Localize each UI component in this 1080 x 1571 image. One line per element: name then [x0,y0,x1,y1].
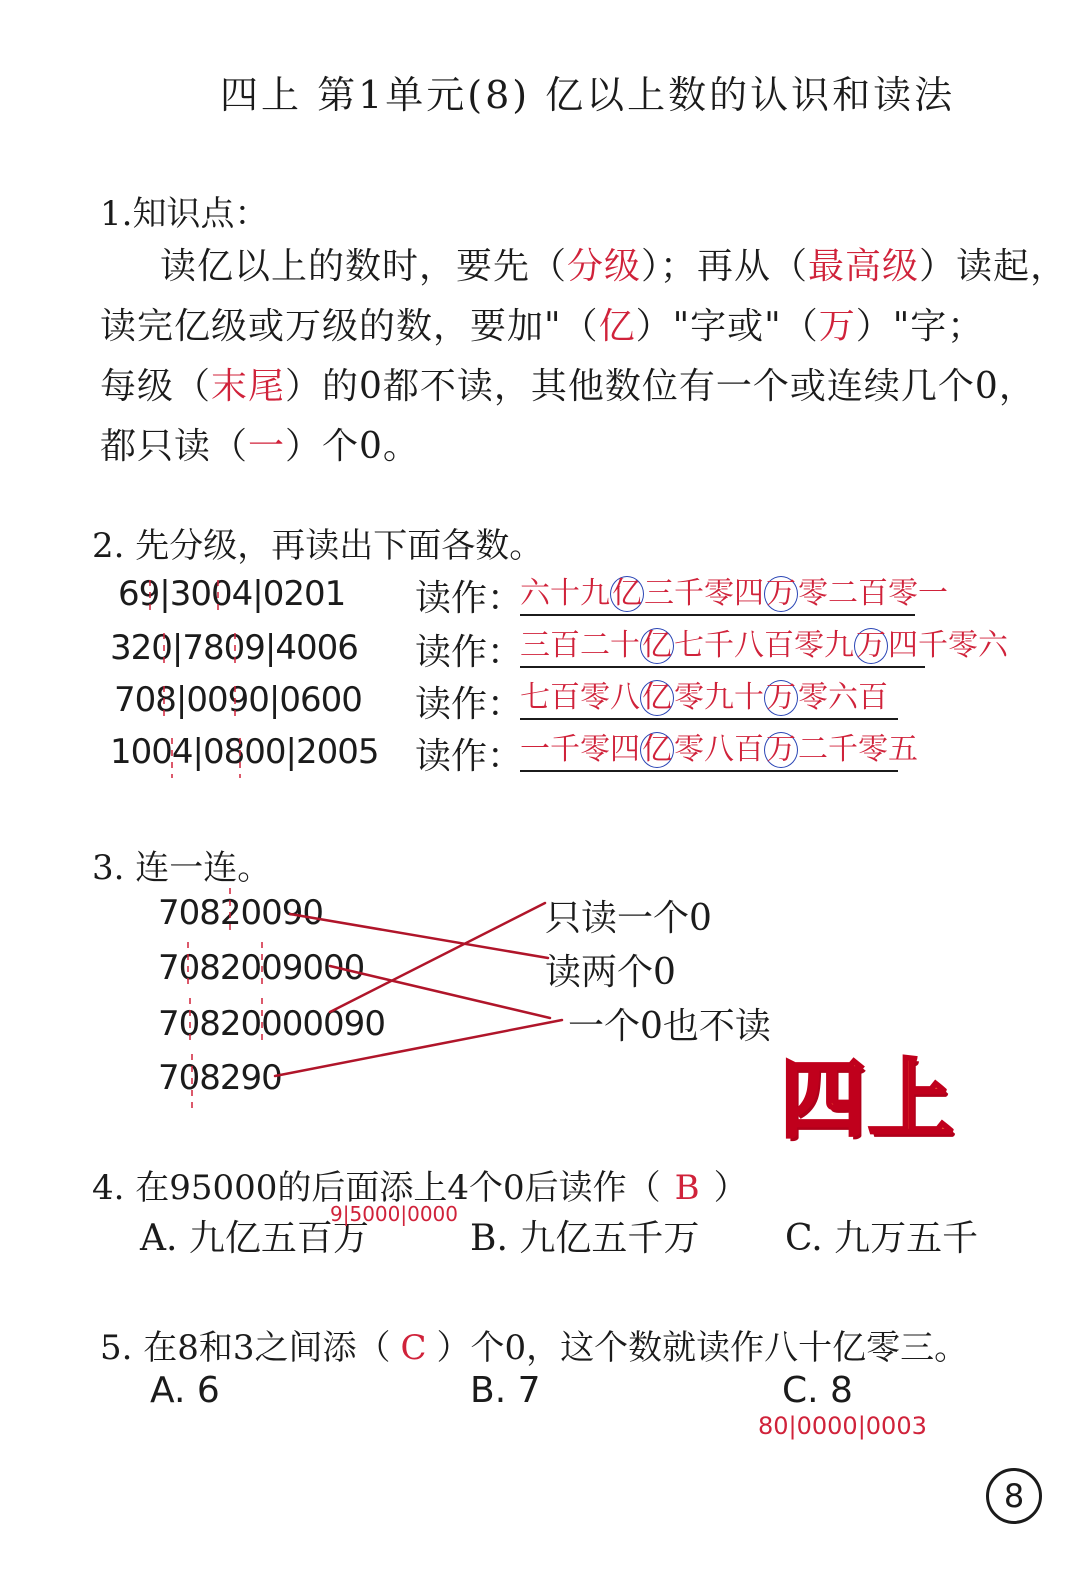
number-row-2: 320|7809|4006 [110,628,358,668]
line4-text-a: 都只读（ [100,426,249,467]
line1-text-e: ）读起， [919,246,1068,287]
match-line-2 [330,966,550,1018]
q5-option-b: B. 7 [470,1370,541,1411]
answer-part: 七千八百零九 [674,628,854,663]
answer-part: 六十九 [520,576,610,611]
q5-text: 5. 在8和3之间添（ [100,1328,391,1368]
wan-circle: 万 [766,576,796,611]
yi-circle: 亿 [642,680,672,715]
yi-circle: 亿 [612,576,642,611]
match-line-4 [275,1020,562,1076]
line4-text-c: ）个0。 [285,426,420,467]
q5-rest: ）个0，这个数就读作八十亿零三。 [436,1328,969,1368]
q5-option-a: A. 6 [150,1370,220,1411]
q4-answer: B [674,1168,700,1208]
read-label-2: 读作： [415,632,524,673]
section1-heading: 1.知识点： [100,194,269,234]
answer-mowei: 末尾 [211,366,286,407]
answer-part: 零八百 [674,732,764,767]
answer-part: 零六百 [798,680,888,715]
line3-text-c: ）的0都不读，其他数位有一个或连续几个0， [285,366,1036,407]
answer-zuigaoji: 最高级 [808,246,920,287]
q4-option-c: C. 九万五千 [785,1218,979,1259]
answer-part: 七百零八 [520,680,640,715]
answer-part: 三千零四 [644,576,764,611]
q4-text: 4. 在95000的后面添上4个0后读作（ [92,1168,661,1208]
answer-yi: 亿 [598,306,636,347]
q5-answer: C [400,1328,427,1368]
yi-circle: 亿 [642,732,672,767]
section2-heading: 2. 先分级，再读出下面各数。 [92,526,544,566]
line2-text-a: 读完亿级或万级的数，要加"（ [100,306,599,347]
wan-circle: 万 [856,628,886,663]
q4-option-b: B. 九亿五千万 [470,1218,700,1259]
match-left-3: 70820000090 [158,1004,385,1044]
answer-part: 零九十 [674,680,764,715]
read-label-4: 读作： [415,736,524,777]
q4-option-a: A. 九亿五百万 [140,1218,369,1259]
q5-option-c: C. 8 [782,1370,853,1411]
section3-heading: 3. 连一连。 [92,848,272,888]
q5-note: 80|0000|0003 [758,1412,927,1440]
read-label-3: 读作： [415,684,524,725]
answer-part: 三百二十 [520,628,640,663]
answer-part: 二千零五 [798,732,918,767]
wan-circle: 万 [766,732,796,767]
q4-close: ） [713,1168,748,1208]
number-row-1: 69|3004|0201 [118,574,346,614]
yi-circle: 亿 [642,628,672,663]
answer-part: 零二百零一 [798,576,948,611]
q4-note: 9|5000|0000 [330,1202,458,1226]
line2-text-e: ）"字； [855,306,985,347]
line3-text-a: 每级（ [100,366,212,407]
answer-wan: 万 [818,306,856,347]
line1-text-c: ）；再从（ [641,246,809,287]
page-title: 四上 第1单元(8) 亿以上数的认识和读法 [220,73,956,117]
match-right-3: 一个0也不读 [568,1006,771,1047]
match-left-1: 70820090 [158,893,324,933]
grade-stamp: 四上 [780,1050,956,1150]
match-line-3 [330,903,545,1012]
match-left-4: 708290 [158,1058,282,1098]
page-number: 8 [986,1468,1042,1524]
answer-yi-one: 一 [248,426,286,467]
read-label-1: 读作： [415,578,524,619]
wan-circle: 万 [766,680,796,715]
match-right-1: 只读一个0 [545,898,712,939]
line2-text-c: ）"字或"（ [635,306,819,347]
match-left-2: 7082009000 [158,948,365,988]
answer-fenji: 分级 [567,246,642,287]
answer-part: 四千零六 [888,628,1008,663]
answer-part: 一千零四 [520,732,640,767]
number-row-3: 708|0090|0600 [114,680,362,720]
number-row-4: 1004|0800|2005 [110,732,379,772]
line1-text-a: 读亿以上的数时，要先（ [160,246,568,287]
match-right-2: 读两个0 [545,952,676,993]
